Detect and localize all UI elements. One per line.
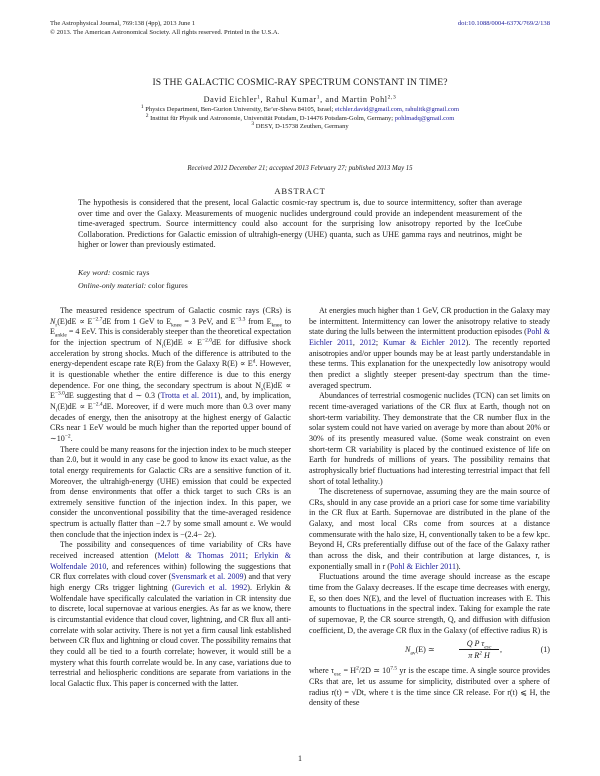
citation-link[interactable]: Pohl & Eichler 2011 <box>309 327 551 347</box>
paragraph: where $\tau_{esc} = H^2/2D$ ≃ $10^{7.5}$ yr is the escape time. A single source provides CRs that are, let us assume for simplicity, distributed over a sphere of radius r(t) = √Dt, where t is the time since CR release. For r(t) ⩽ H, the density of these <box>309 665 550 708</box>
author-name: Martin Pohl <box>341 95 388 104</box>
email-link[interactable]: eichler.david@gmail.com, rahulitk@gmail.com <box>335 106 460 113</box>
page-number: 1 <box>298 754 302 763</box>
author-name: David Eichler <box>203 95 258 104</box>
paper-title: IS THE GALACTIC COSMIC-RAY SPECTRUM CONSTANT IN TIME? <box>152 77 448 88</box>
received-dates: Received 2012 December 21; accepted 2013 February 27; published 2013 May 15 <box>187 165 413 172</box>
paragraph: The possibility and consequences of time variability of CRs have received increased attention (Melott & Thomas 2011; Erlykin & Wolfendale 2010, and references within) following the suggestions that CR flux correlates with cloud cover (Svensmark et al. 2009) and that very high energy CRs trigger lightning (Gurevich et al. 1992). Erlykin & Wolfendale have specifically calculated the variation in CR intensity due to discrete, local supernovae at various energies. As far as we know, there is circumstantial evidence that cloud cover, lightning, and CR flux all anti-correlate with solar activity. There is not yet a firm causal link established between CR flux and lightning or cloud cover. The possibility remains that they could all be tied to a fourth correlate; however, it would still be a mystery what this fourth correlate would be. In any case, variations due to terrestrial and heliospheric conditions are separate from variations in the local Galactic flux. This paper is concerned with the latter. <box>50 540 291 688</box>
online-material: Online-only material: color figures <box>78 281 188 290</box>
author-affil-mark: 1 <box>257 94 261 101</box>
author-affil-mark: 1 <box>316 94 321 101</box>
affiliation-3: $^3$ DESY, D-15738 Zeuthen, Germany <box>251 121 349 131</box>
author-line: David Eichler$^1$, Rahul Kumar$^1$, and Martin Pohl$^{2,3}$ <box>203 94 397 104</box>
abstract-heading: ABSTRACT <box>274 186 326 196</box>
right-column <box>309 306 550 709</box>
citation-link[interactable]: 2012 <box>359 337 376 347</box>
paragraph: Abundances of terrestrial cosmogenic nuclides (TCN) can set limits on recent time-averaged variations of the CR flux at Earth, though not on short-term variability. They demonstrate that the CR number flux in the solar system could not have varied on average by more than about 20% or 30% of its presently measured value. (Some weak constraint on even short-term CR variability is placed by the continued existence of life on Earth for hundreds of millions of years. The possibility remains that astrophysically brief fluctuations had interesting terrestrial impact that fell short of total lethality.) <box>309 391 550 486</box>
citation-link[interactable]: Gurevich et al. 1992 <box>174 583 248 593</box>
doi-link[interactable]: doi:10.1088/0004-637X/769/2/138 <box>457 20 550 27</box>
citation-link[interactable]: Pohl & Eichler 2011 <box>389 561 456 571</box>
keywords: Key word: cosmic rays <box>78 268 150 277</box>
citation-link[interactable]: Melott & Thomas 2011 <box>157 551 246 561</box>
citation-link[interactable]: Trotta et al. 2011 <box>160 391 218 401</box>
paragraph: There could be many reasons for the injection index to be much steeper than 2.0, but it would in any case be good to know its exact value, as the total energy requirements for Galactic CRs are a sensitive function of it. Moreover, the ultrahigh-energy (UHE) emission that could be expected from dense environments that offer a thick target to such CRs is an extremely sensitive function of the injection index. In this paper, we consider the unconventional possibility that the time-averaged residence spectrum is actually flatter than −2.7 by some small amount ε. We would then conclude that the injection index is −(2.4− 2ε). <box>50 444 291 539</box>
abstract-text: The hypothesis is considered that the present, local Galactic cosmic-ray spectrum is, due to source intermittency, softer than average over time and over the Galaxy. Measurements of muogenic nuclides underground could provide an independent measurement of the time-averaged spectrum. Source intermittency could also account for the surprising low anisotropy reported by the IceCube Collaboration. Predictions for Galactic emission of ultrahigh-energy (UHE) quanta, such as UHE gamma rays and neutrinos, might be higher or lower than previously estimated. <box>78 198 522 250</box>
affiliation-2: $^2$ Institut für Physik und Astronomie, Universität Potsdam, D-14476 Potsdam-Golm, Germany; pohlmadq@gmail.com <box>145 112 455 122</box>
equation-1: $N_{av}(E)$ ≃ Q P $\tau_{esc}$ π $R^2$ H , (1) <box>405 639 550 661</box>
copyright-line: © 2013. The American Astronomical Society. All rights reserved. Printed in the U.S.A. <box>50 28 280 36</box>
citation-link[interactable]: Svensmark et al. 2009 <box>171 572 244 582</box>
left-column <box>50 306 291 690</box>
journal-citation: The Astrophysical Journal, 769:138 (4pp), 2013 June 1 <box>50 20 196 27</box>
citation-link[interactable]: Erlykin & Wolfendale 2010 <box>50 551 291 571</box>
author-affil-mark: 2,3 <box>387 94 397 101</box>
citation-link[interactable]: Kumar & Eichler 2012 <box>383 337 466 347</box>
email-link[interactable]: pohlmadq@gmail.com <box>394 114 455 122</box>
affiliations <box>50 103 550 132</box>
affiliation-1: $^1$ Physics Department, Ben-Gurion University, Be’er-Sheva 84105, Israel; eichler.david@gmail.com, rahulitk@gmail.com <box>140 103 460 113</box>
author-name: Rahul Kumar <box>265 95 317 104</box>
paragraph: The discreteness of supernovae, assuming they are the main source of CRs, should in any case provide an a priori case for some time variability in the CR flux at Earth. Supernovae are distributed in the plane of the Galaxy, and most local CRs come from sources at a distance commensurate with the halo size, H, conventionally taken to be a few kpc. Beyond H, CRs preferentially diffuse out of the face of the Galaxy rather than across the disk, and their contribution at large distances, r, is exponentially small in r (Pohl & Eichler 2011). <box>309 487 550 571</box>
paragraph: Fluctuations around the time average should increase as the escape time from the Galaxy decreases. If the escape time decreases with energy, E, so then does N(E), and the level of fluctuation increases with E. This amounts to fluctuations in the spectral index. Taking for example the rate of supernovae, P, the CR source strength, Q, and diffusion with diffusion coefficient, D, the average CR flux in the Galaxy (of effective radius R) is <box>309 572 550 635</box>
equation-number: (1) <box>540 645 550 655</box>
paragraph: At energies much higher than 1 GeV, CR production in the Galaxy may be intermittent. Intermittency can lower the anisotropy relative to steady state during the lulls between the intermittent production episodes (Pohl & Eichler 2011, 2012; Kumar & Eichler 2012). The recently reported anisotropies and/or upper bounds may be at least partly understandable in these terms. This explanation for the unexpectedly low anisotropy would then predict a slightly steeper present-day spectrum than the time-averaged spectrum. <box>309 306 551 390</box>
paragraph: The measured residence spectrum of Galactic cosmic rays (CRs) is $N_r(E)dE \propto E^{-2.7}dE$ from 1 GeV to $E_{knee} = 3$ PeV, and $E^{-3.3}$ from $E_{knee}$ to $E_{ankle} = 4$ EeV. This is considerably steeper than the theoretical expectation for the injection spectrum of $N_i(E)dE \propto E^{-2.0}dE$ for diffusive shock acceleration by strong shocks. Much of the difference is attributed to the energy-dependent escape rate R(E) from the Galaxy $R(E) \propto E^d$. However, it is questionable whether the entire difference is due to this energy dependence. For one thing, the secondary spectrum is about $N_s(E)dE \propto E^{-3.0}dE$ suggesting that d ∼ 0.3 (Trotta et al. 2011), and, by implication, $N_i(E)dE \propto E^{-2.4}dE$. Moreover, if d were much more than 0.3 over many decades of energy, then the anisotropy at the highest energy of Galactic CRs near 1 EeV would be much higher than the reported upper bound of $\sim 10^{-2}$. <box>50 306 292 443</box>
